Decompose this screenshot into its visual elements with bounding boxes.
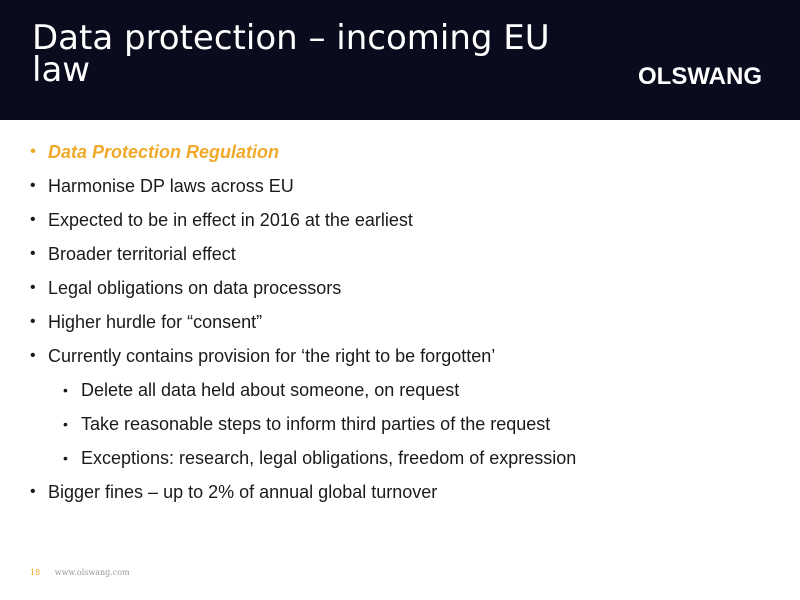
- bullet-dot-icon: •: [63, 416, 68, 432]
- bullet-dot-icon: •: [63, 450, 68, 466]
- bullet-text: Expected to be in effect in 2016 at the earliest: [48, 210, 413, 230]
- bullet-text: Take reasonable steps to inform third parties of the request: [81, 414, 551, 434]
- bullet-text: Broader territorial effect: [48, 244, 236, 264]
- bullet-dot-icon: •: [30, 143, 36, 160]
- bullet-text: Legal obligations on data processors: [48, 278, 342, 298]
- olswang-logo: OLSWANG: [638, 63, 762, 90]
- bullet-dot-icon: •: [30, 211, 36, 228]
- slide-footer: [30, 567, 130, 579]
- bullet-dot-icon: •: [30, 177, 36, 194]
- bullet-text: Bigger fines – up to 2% of annual global turnover: [48, 482, 438, 502]
- bullet-text: Delete all data held about someone, on request: [81, 380, 460, 400]
- bullet-text: Data Protection Regulation: [48, 142, 280, 162]
- bullet-text: Exceptions: research, legal obligations, freedom of expression: [81, 448, 577, 468]
- bullet-dot-icon: •: [30, 347, 36, 364]
- bullet-dot-icon: •: [30, 483, 36, 500]
- bullet-dot-icon: •: [30, 245, 36, 262]
- bullet-dot-icon: •: [30, 313, 36, 330]
- header-band: [0, 0, 800, 120]
- bullet-text: Harmonise DP laws across EU: [48, 176, 294, 196]
- slide-title: Data protection – incoming EU law: [32, 18, 550, 90]
- bullet-text: Higher hurdle for “consent”: [48, 312, 263, 332]
- bullet-dot-icon: •: [63, 382, 68, 398]
- bullet-text: Currently contains provision for ‘the right to be forgotten’: [48, 346, 496, 366]
- footer-url: www.olswang.com: [54, 568, 130, 577]
- page-number: 18: [30, 568, 41, 577]
- bullet-dot-icon: •: [30, 279, 36, 296]
